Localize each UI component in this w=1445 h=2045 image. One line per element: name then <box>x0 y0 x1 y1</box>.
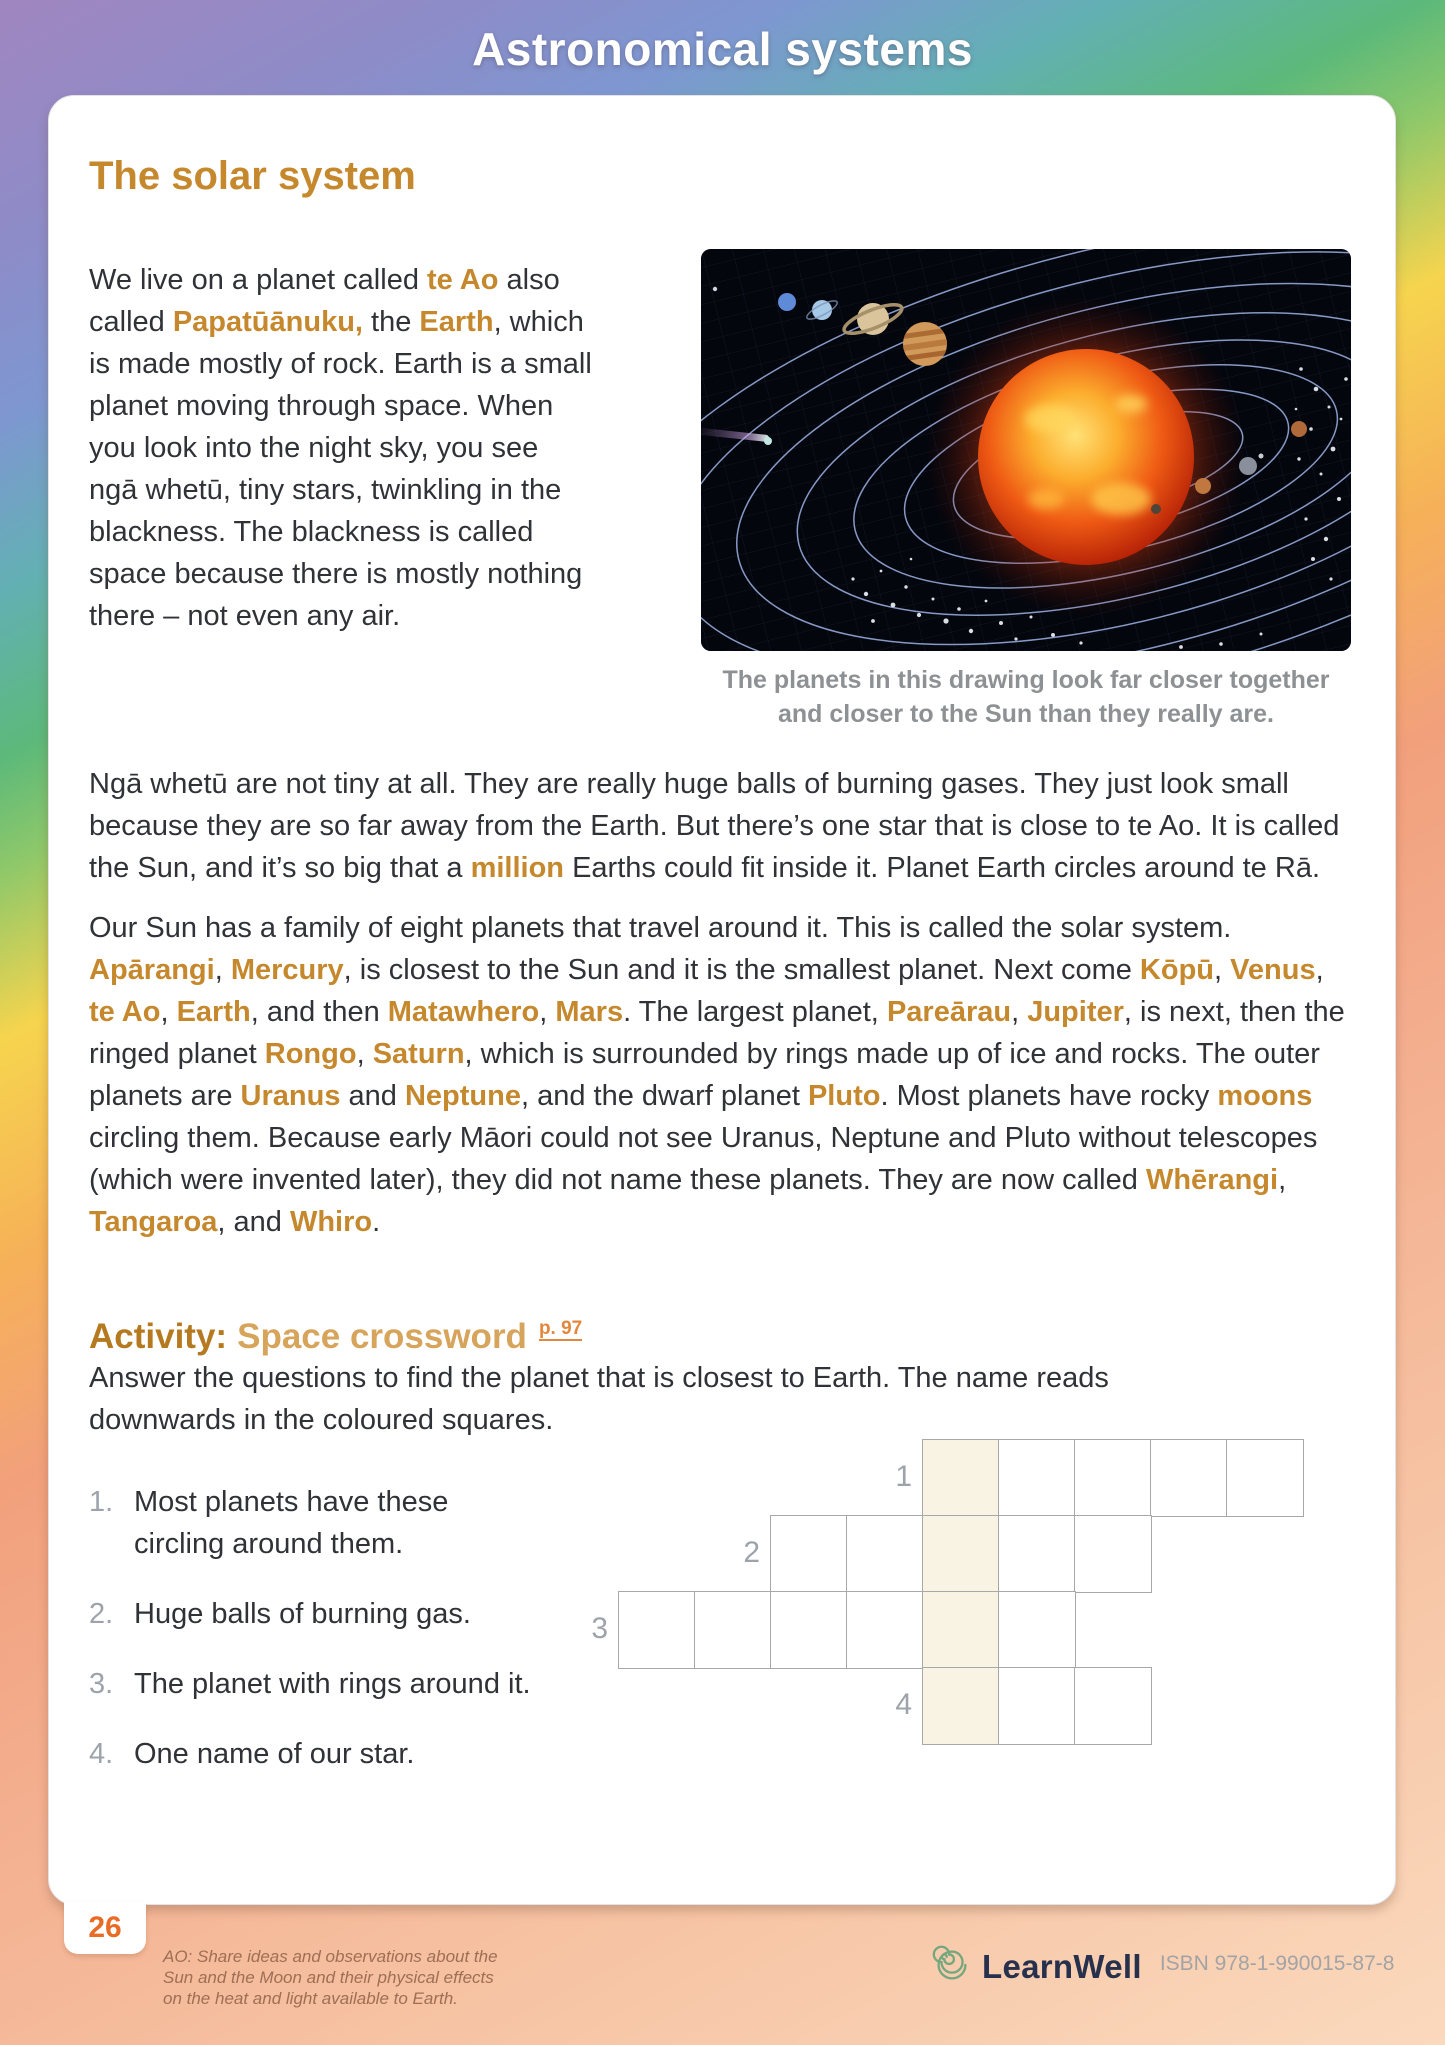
clue-text: One name of our star. <box>134 1738 415 1770</box>
crossword-cell[interactable] <box>1074 1439 1152 1517</box>
clue-number: 2. <box>89 1598 114 1630</box>
crossword-cell[interactable] <box>770 1515 848 1593</box>
crossword-row-number: 1 <box>895 1460 912 1493</box>
image-caption: The planets in this drawing look far closer together and closer to the Sun than they really are. <box>722 666 1330 728</box>
solar-system-image <box>701 249 1351 651</box>
solar-system-figure <box>701 249 1351 731</box>
activity-bottom-section <box>89 1459 1351 1803</box>
activity-heading <box>89 1317 1351 1357</box>
crossword-cell-shaded[interactable] <box>922 1439 1000 1517</box>
crossword-row-number: 3 <box>591 1612 608 1645</box>
activity-page-link[interactable]: p. 97 <box>538 1318 583 1339</box>
crossword-cell[interactable] <box>846 1515 924 1593</box>
crossword-cell-shaded[interactable] <box>922 1591 1000 1669</box>
crossword-cell[interactable] <box>618 1591 696 1669</box>
clue-item <box>89 1663 559 1705</box>
crossword-cell[interactable] <box>1074 1515 1152 1593</box>
crossword-cell[interactable] <box>1074 1667 1152 1745</box>
publisher-name: LearnWell <box>982 1947 1142 1985</box>
crossword-cell-shaded[interactable] <box>922 1667 1000 1745</box>
solar-system-illustration <box>701 249 1351 651</box>
crossword-cell[interactable] <box>998 1667 1076 1745</box>
crossword-cell[interactable] <box>1150 1439 1228 1517</box>
activity-label: Activity: <box>89 1317 228 1356</box>
crossword-clues <box>89 1481 559 1775</box>
page-number: 26 <box>88 1911 122 1944</box>
intro-section <box>89 235 1351 731</box>
crossword-cell[interactable] <box>694 1591 772 1669</box>
page-banner-title: Astronomical systems <box>472 23 973 75</box>
crossword-cell[interactable] <box>998 1515 1076 1593</box>
intro-paragraph: We live on a planet called te Ao also called Papatūānuku, the Earth, which is made mostly of rock. Earth is a small planet moving through space. When you look into the night sky, you see ngā whetū, tiny stars, twinkling in the blackness. The blackness is called space because there is mostly nothing there – not even any air. <box>89 264 592 632</box>
crossword-grid <box>591 1439 1306 1747</box>
publisher-brand <box>930 1942 1394 1991</box>
crossword-cell[interactable] <box>998 1439 1076 1517</box>
activity-instructions: Answer the questions to find the planet that is closest to Earth. The name reads downwards in the coloured squares. <box>89 1362 1109 1436</box>
learnwell-spiral-icon <box>930 1942 974 1991</box>
clue-text: The planet with rings around it. <box>134 1668 531 1700</box>
crossword-row-number: 4 <box>895 1688 912 1721</box>
page-number-tab <box>64 1902 146 1954</box>
crossword-cell[interactable] <box>998 1591 1076 1669</box>
crossword-row-number: 2 <box>743 1536 760 1569</box>
crossword-cell-shaded[interactable] <box>922 1515 1000 1593</box>
clue-item <box>89 1593 559 1635</box>
paragraph-planets: Our Sun has a family of eight planets that travel around it. This is called the solar system. Apārangi, Mercury, is closest to the Sun and it is the smallest planet. Next come Kōpū, Venus, te Ao, Earth, and then Matawhero, Mars. The largest planet, Pareārau, Jupiter, is next, then the ringed planet Rongo, Saturn, which is surrounded by rings made up of ice and rocks. The outer planets are Uranus and Neptune, and the dwarf planet Pluto. Most planets have rocky moons circling them. Because early Māori could not see Uranus, Neptune and Pluto without telescopes (which were invented later), they did not name these planets. They are now called Whērangi, Tangaroa, and Whiro. <box>89 912 1345 1238</box>
page-title: The solar system <box>89 154 416 198</box>
activity-title: Space crossword <box>237 1317 527 1356</box>
paragraph-stars: Ngā whetū are not tiny at all. They are really huge balls of burning gases. They just look small because they are so far away from the Earth. But there’s one star that is close to te Ao. It is called the Sun, and it’s so big that a million Earths could fit inside it. Planet Earth circles around te Rā. <box>89 768 1340 884</box>
clue-text: Huge balls of burning gas. <box>134 1598 471 1630</box>
clue-number: 3. <box>89 1668 114 1700</box>
crossword-cell[interactable] <box>1226 1439 1304 1517</box>
clue-text: Most planets have these circling around them. <box>134 1486 449 1560</box>
crossword-cell[interactable] <box>846 1591 924 1669</box>
clue-number: 4. <box>89 1738 114 1770</box>
clue-number: 1. <box>89 1486 114 1518</box>
crossword-cell[interactable] <box>770 1591 848 1669</box>
content-card <box>48 95 1396 1905</box>
clue-item <box>89 1733 559 1775</box>
isbn-text: ISBN 978-1-990015-87-8 <box>1159 1951 1395 1975</box>
achievement-objective-note: AO: Share ideas and observations about the Sun and the Moon and their physical effects on the heat and light available to Earth. <box>163 1947 498 2008</box>
clue-item <box>89 1481 559 1565</box>
